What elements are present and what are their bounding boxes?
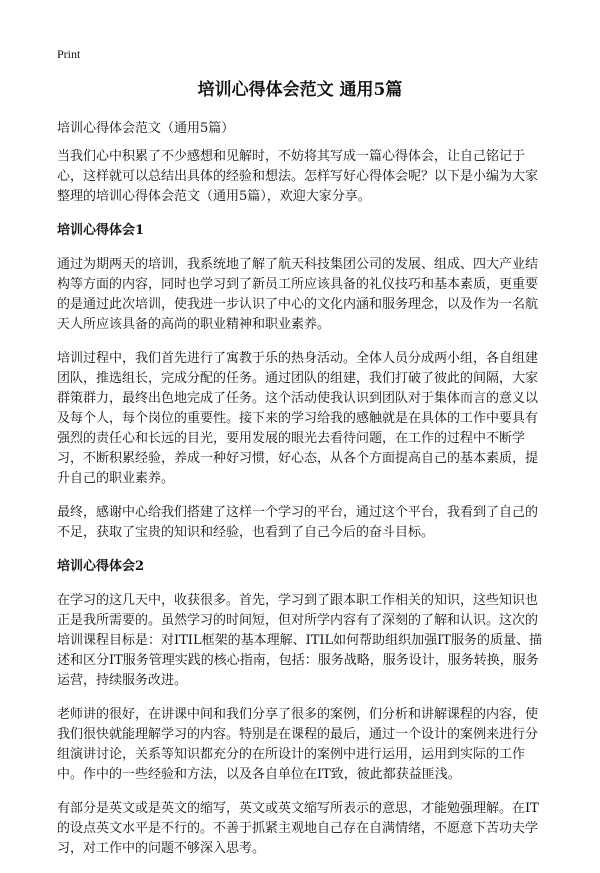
intro-paragraph: 当我们心中积累了不少感想和见解时，不妨将其写成一篇心得体会，让自己铭记于心，这样就可以总结出具体的经验和想法。怎样写好心得体会呢？以下是小编为大家整理的培训心得体会范文（通用5篇），欢迎大家分享。	[57, 149, 539, 204]
page-title: 培训心得体会范文 通用5篇	[197, 80, 403, 100]
section-heading-2: 培训心得体会2	[57, 559, 145, 574]
print-link[interactable]: Print	[57, 47, 81, 61]
section-2-paragraph-1: 在学习的这几天中，收获很多。首先，学习到了跟本职工作相关的知识，这些知识也正是我所需要的。虽然学习的时间短，但对所学内容有了深刻的了解和认识。这次的培训课程目标是：对ITIL框架的基本理解、ITIL如何帮助组织加强IT服务的质量、描述和区分IT服务管理实践的核心指南，包括：服务战略，服务设计，服务转换，服务运营，持续服务改进。	[57, 593, 542, 688]
document-subtitle: 培训心得体会范文（通用5篇）	[57, 121, 235, 136]
section-1-paragraph-1: 通过为期两天的培训，我系统地了解了航天科技集团公司的发展、组成、四大产业结构等方面的内容，同时也学习到了新员工所应该具备的礼仪技巧和基本素质，更重要的是通过此次培训，使我进一步认识了中心的文化内涵和服务理念，以及作为一名航天人所应该具备的高尚的职业精神和职业素养。	[57, 257, 539, 332]
document-body	[57, 119, 550, 873]
section-1-paragraph-2: 培训过程中，我们首先进行了寓教于乐的热身活动。全体人员分成两小组，各自组建团队，推选组长，完成分配的任务。通过团队的组建，我们打破了彼此的间隔，大家群策群力，最终出色地完成了任务。这个活动使我认识到团队对于集体而言的意义以及每个人，每个岗位的重要性。接下来的学习给我的感触就是在具体的工作中要具有强烈的责任心和长远的目光，要用发展的眼光去看待问题，在工作的过程中不断学习，不断积累经验，养成一种好习惯，好心态，从各个方面提高自己的基本素质，提升自己的职业素养。	[57, 351, 539, 486]
section-2-paragraph-3: 有部分是英文或是英文的缩写，英文或英文缩写所表示的意思，才能勉强理解。在IT的设点英文水平是不行的。不善于抓紧主观地自己存在自满情绪，不愿意下苦功夫学习，对工作中的问题不够深入思考。	[57, 801, 539, 856]
section-heading-1: 培训心得体会1	[57, 223, 145, 238]
section-2-paragraph-2: 老师讲的很好，在讲课中间和我们分享了很多的案例，们分析和讲解课程的内容，使我们很快就能理解学习的内容。特别是在课程的最后，通过一个设计的案例来进行分组演讲讨论，关系等知识都充分的在所设计的案例中进行运用，运用到实际的工作中。作中的一些经验和方法，以及各自单位在IT致，彼此都获益匪浅。	[57, 707, 539, 782]
section-1-paragraph-3: 最终，感谢中心给我们搭建了这样一个学习的平台，通过这个平台，我看到了自己的不足，获取了宝贵的知识和经验，也看到了自己今后的奋斗目标。	[57, 505, 539, 540]
